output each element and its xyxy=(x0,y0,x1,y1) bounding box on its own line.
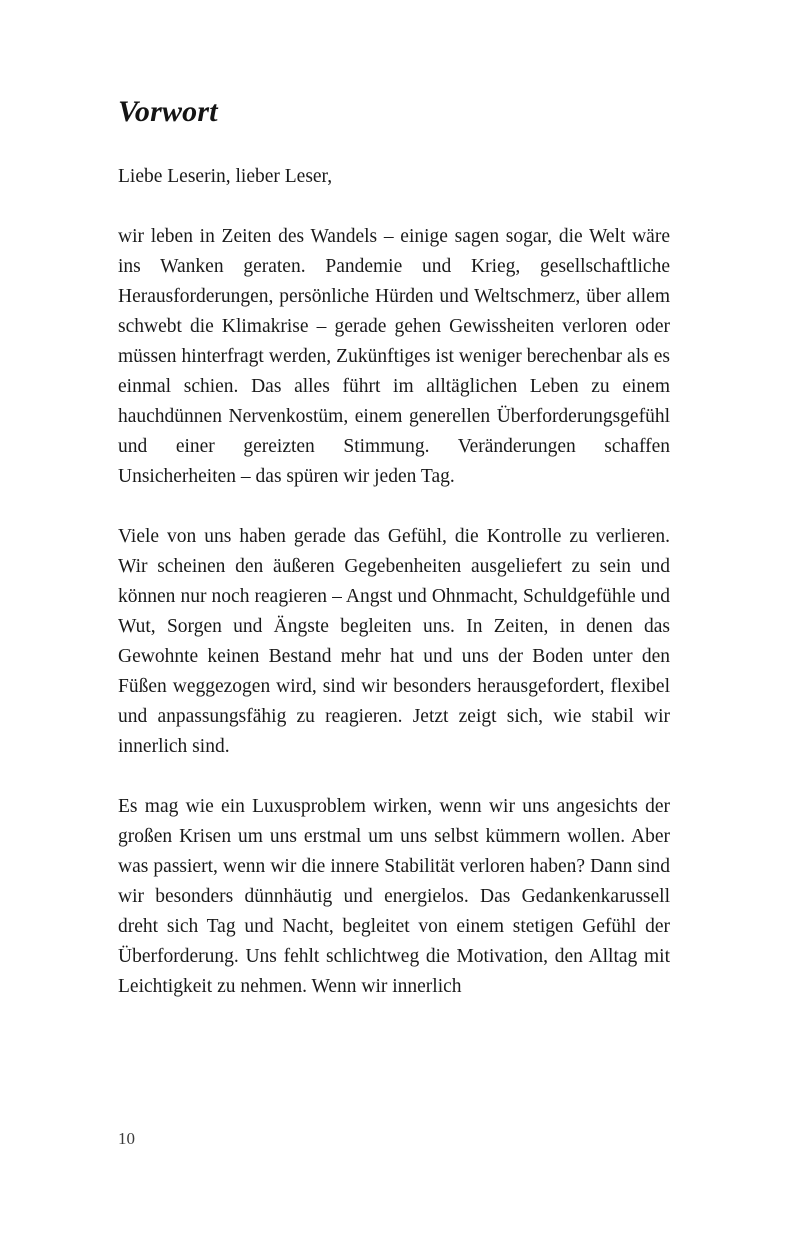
page-title: Vorwort xyxy=(118,95,218,128)
body-paragraph-3: Es mag wie ein Luxusproblem wirken, wenn wir uns angesichts der großen Krisen um uns erstmal um uns selbst kümmern wollen. Aber was passiert, wenn wir die innere Stabilität verloren haben? Dann sind wir besonders dünnhäutig und energielos. Das Gedankenkarussell dreht sich Tag und Nacht, begleitet von einem stetigen Gefühl der Überforderung. Uns fehlt schlichtweg die Motivation, den Alltag mit Leichtigkeit zu nehmen. Wenn wir innerlich xyxy=(118,795,670,997)
salutation: Liebe Leserin, lieber Leser, xyxy=(118,165,333,187)
body-paragraph-2: Viele von uns haben gerade das Gefühl, die Kontrolle zu verlieren. Wir scheinen den äußeren Gegebenheiten ausgeliefert zu sein und können nur noch reagieren – Angst und Ohnmacht, Schuldgefühle und Wut, Sorgen und Ängste begleiten uns. In Zeiten, in denen das Gewohnte keinen Bestand mehr hat und uns der Boden unter den Füßen weggezogen wird, sind wir besonders herausgefordert, flexibel und anpassungsfähig zu reagieren. Jetzt zeigt sich, wie stabil wir innerlich sind. xyxy=(118,525,670,757)
page-number: 10 xyxy=(118,1129,135,1148)
body-paragraph-1: wir leben in Zeiten des Wandels – einige sagen sogar, die Welt wäre ins Wanken geraten. Pandemie und Krieg, gesellschaftliche Herausforderungen, persönliche Hürden und Weltschmerz, über allem schwebt die Klimakrise – gerade gehen Gewissheiten verloren oder müssen hinterfragt werden, Zukünftiges ist weniger berechenbar als es einmal schien. Das alles führt im alltäglichen Leben zu einem hauchdünnen Nervenkostüm, einem generellen Überforderungsgefühl und einer gereizten Stimmung. Veränderungen schaffen Unsicherheiten – das spüren wir jeden Tag. xyxy=(118,225,670,487)
text-column xyxy=(118,0,670,1002)
